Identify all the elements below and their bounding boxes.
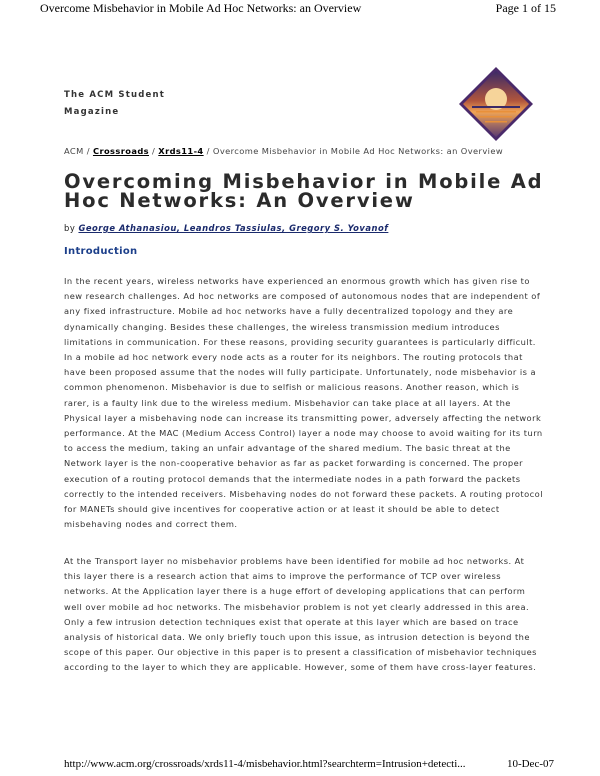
byline: [64, 221, 544, 235]
breadcrumb-root: ACM: [64, 146, 84, 156]
magazine-tagline: [64, 87, 224, 121]
crossroads-diamond-logo-icon[interactable]: [458, 66, 534, 142]
byline-prefix: by: [64, 223, 76, 233]
print-header: [0, 0, 600, 16]
paragraph-1: In the recent years, wireless networks have experienced an enormous growth which has given rise to new research challenges. Ad hoc networks are composed of autonomous nodes that are independent of any fixed infrastructure. Mobile ad hoc networks have a fully decentralized topology and they are dynamically changing. Besides these challenges, the wireless transmission medium introduces limitations in communication. For these reasons, providing security guarantees is particularly difficult. In a mobile ad hoc network every node acts as a router for its neighbors. The routing protocols that have been proposed assume that the nodes will fully participate. Unfortunately, node misbehavior is a common phenomenon. Misbehavior is due to selfish or malicious reasons. Another reason, which is rarer, is a faulty link due to the wireless medium. Misbehavior can take place at all layers. At the Physical layer a misbehaving node can increase its transmitting power, adversely affecting the network performance. At the MAC (Medium Access Control) layer a node may choose to avoid waiting for its turn to access the medium, taking an unfair advantage of the shared medium. The basic threat at the Network layer is the non-cooperative behavior as far as packet forwarding is concerned. The proper execution of a routing protocol demands that the intermediate nodes in a path forward the packets correctly to the intended receivers. Misbehaving nodes do not forward these packets. A routing protocol for MANETs should give incentives for cooperative action or at least it should be able to detect misbehaving nodes and correct them.: [64, 276, 543, 530]
breadcrumb-separator: /: [83, 146, 93, 156]
magazine-tagline-line1: The ACM Student: [64, 90, 166, 100]
section-heading-introduction: Introduction: [64, 246, 138, 257]
breadcrumb-link-crossroads[interactable]: Crossroads: [92, 146, 149, 156]
breadcrumb-current: Overcome Misbehavior in Mobile Ad Hoc Networks: an Overview: [212, 146, 504, 156]
author-links[interactable]: George Athanasiou, Leandros Tassiulas, Gregory S. Yovanof: [78, 223, 389, 233]
breadcrumb-link-issue[interactable]: Xrds11-4: [158, 146, 204, 156]
magazine-tagline-line2: Magazine: [64, 107, 120, 117]
breadcrumb-separator: /: [203, 146, 213, 156]
footer-url: http://www.acm.org/crossroads/xrds11-4/misbehavior.html?searchterm=Intrusion+detecti...: [64, 758, 466, 770]
page-number: Page 1 of 15: [495, 1, 556, 15]
article-title: Overcoming Misbehavior in Mobile Ad Hoc Networks: An Overview: [64, 170, 544, 212]
breadcrumb-separator: /: [149, 146, 159, 156]
print-header-title: Overcome Misbehavior in Mobile Ad Hoc Networks: an Overview: [40, 1, 362, 15]
print-footer: [0, 758, 600, 774]
breadcrumb: [64, 143, 519, 159]
footer-date: 10-Dec-07: [506, 758, 554, 770]
paragraph-2: At the Transport layer no misbehavior problems have been identified for mobile ad hoc networks. At this layer there is a research action that aims to improve the performance of TCP over wireless networks. At the Application layer there is a huge effort of developing applications that can perform well over mobile ad hoc networks. The misbehavior problem is not yet clearly addressed in this area. Only a few intrusion detection techniques exist that operate at this layer which are based on trace analysis of historical data. We only briefly touch upon this issue, as intrusion detection is beyond the scope of this paper. Our objective in this paper is to present a classification of misbehavior techniques according to the layer to which they are applicable. However, some of them have cross-layer features.: [64, 556, 537, 673]
